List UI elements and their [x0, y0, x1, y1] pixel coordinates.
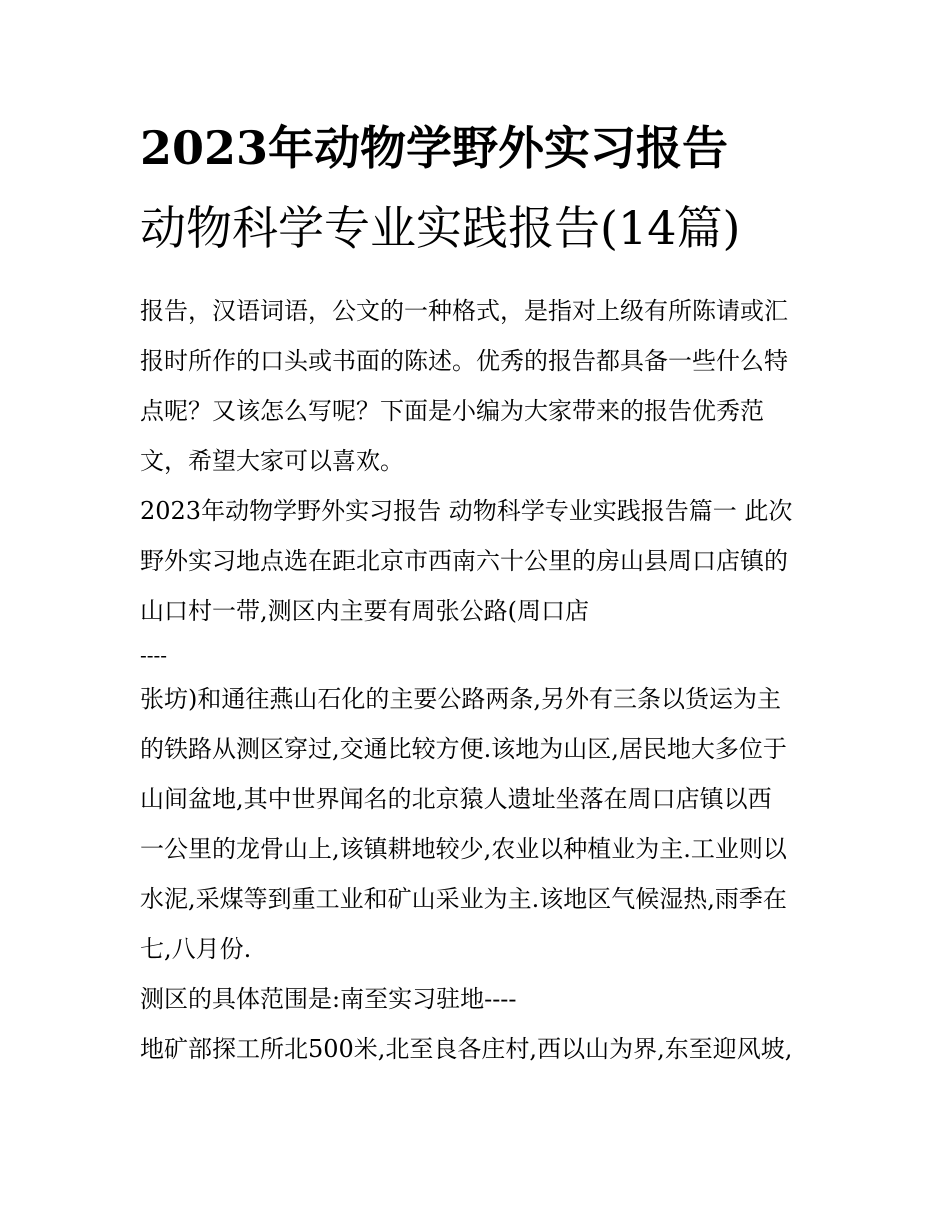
- body-line: 山间盆地,其中世界闻名的北京猿人遗址坐落在周口店镇以西: [140, 785, 772, 813]
- intro-paragraph: [140, 286, 816, 486]
- section-3-paragraph: [140, 974, 816, 1024]
- body-line: 2023年动物学野外实习报告 动物科学专业实践报告篇一 此次: [140, 497, 793, 525]
- separator: ----: [140, 643, 168, 667]
- intro-line: 文，希望大家可以喜欢。: [140, 447, 404, 475]
- intro-line: 点呢？又该怎么写呢？下面是小编为大家带来的报告优秀范: [140, 397, 764, 425]
- intro-line: 报告，汉语词语，公文的一种格式，是指对上级有所陈请或汇: [140, 297, 788, 325]
- document-title-line-2: 动物科学专业实践报告(14篇): [140, 201, 741, 255]
- section-4-paragraph: [140, 1024, 816, 1074]
- body-line: 七,八月份.: [140, 935, 252, 963]
- section-1-paragraph: [140, 486, 816, 636]
- body-line: 山口村一带,测区内主要有周张公路(周口店: [140, 597, 589, 625]
- document-page: [140, 108, 816, 1074]
- body-line: 水泥,采煤等到重工业和矿山采业为主.该地区气候湿热,雨季在: [140, 885, 787, 913]
- body-line: 张坊)和通往燕山石化的主要公路两条,另外有三条以货运为主: [140, 685, 781, 713]
- body-line: 野外实习地点选在距北京市西南六十公里的房山县周口店镇的: [140, 547, 788, 575]
- body-line: 地矿部探工所北500米,北至良各庄村,西以山为界,东至迎风坡,: [140, 1035, 793, 1063]
- body-line: 的铁路从测区穿过,交通比较方便.该地为山区,居民地大多位于: [140, 735, 787, 763]
- section-2-paragraph: [140, 674, 816, 974]
- body-line: 测区的具体范围是:南至实习驻地----: [140, 985, 517, 1013]
- body-line: 一公里的龙骨山上,该镇耕地较少,农业以种植业为主.工业则以: [140, 835, 787, 863]
- document-title-line-1: 2023年动物学野外实习报告: [140, 121, 729, 175]
- intro-line: 报时所作的口头或书面的陈述。优秀的报告都具备一些什么特: [140, 347, 788, 375]
